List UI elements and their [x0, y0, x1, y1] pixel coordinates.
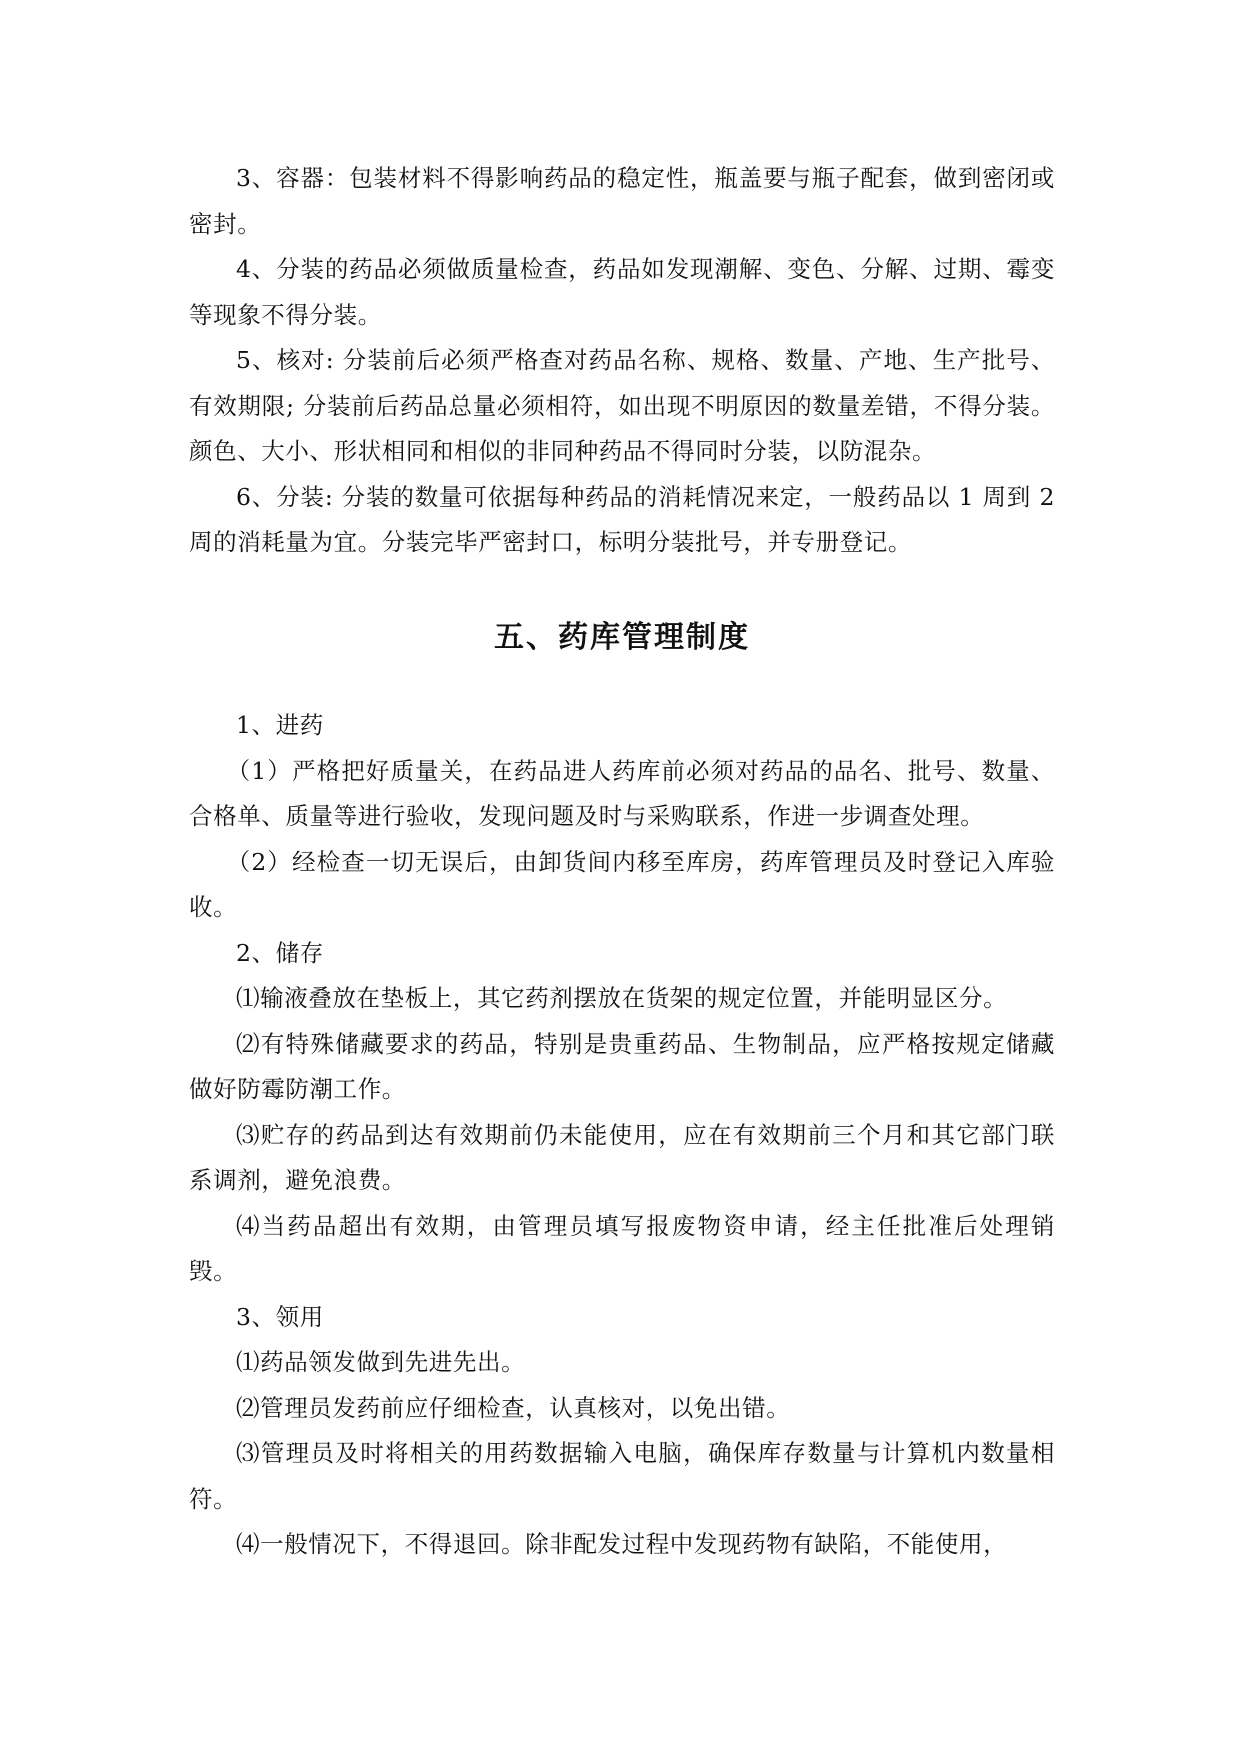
paragraph-quality-check-rule: 4、分装的药品必须做质量检查，药品如发现潮解、变色、分解、过期、霉变等现象不得分装。 [189, 255, 1055, 329]
paragraph-storage-2: ⑵有特殊储藏要求的药品，特别是贵重药品、生物制品，应严格按规定储藏做好防霉防潮工作。 [189, 1029, 1055, 1103]
subheading-intake: 1、进药 [236, 711, 324, 739]
subheading-storage: 2、储存 [236, 938, 324, 967]
paragraph-storage-1: ⑴输液叠放在垫板上，其它药剂摆放在货架的规定位置，并能明显区分。 [236, 984, 1008, 1012]
document-page [189, 0, 1055, 1754]
paragraph-dispensing-2: ⑵管理员发药前应仔细检查，认真核对，以免出错。 [236, 1393, 791, 1422]
paragraph-repackaging-rule: 6、分装: 分装的数量可依据每种药品的消耗情况来定，一般药品以 1 周到 2 周的消耗量为宜。分装完毕严密封口，标明分装批号，并专册登记。 [189, 482, 1055, 556]
subheading-dispensing: 3、领用 [236, 1302, 324, 1331]
paragraph-intake-1: （1）严格把好质量关，在药品进人药库前必须对药品的品名、批号、数量、合格单、质量等进行验收，发现问题及时与采购联系，作进一步调查处理。 [189, 756, 1055, 830]
paragraph-container-rule: 3、容器：包装材料不得影响药品的稳定性，瓶盖要与瓶子配套，做到密闭或密封。 [189, 164, 1055, 238]
pharmacy-warehouse-rules-section [189, 703, 1055, 1568]
section-title: 五、药库管理制度 [494, 620, 750, 655]
paragraph-intake-2: （2）经检查一切无误后，由卸货间内移至库房，药库管理员及时登记入库验收。 [189, 847, 1055, 921]
paragraph-verification-rule: 5、核对: 分装前后必须严格查对药品名称、规格、数量、产地、生产批号、有效期限; 分装前后药品总量必须相符，如出现不明原因的数量差错，不得分装。颜色、大小、形状相同和相似的非同种药品不得同时分装，以防混杂。 [189, 346, 1055, 465]
paragraph-storage-4: ⑷当药品超出有效期，由管理员填写报废物资申请，经主任批准后处理销毁。 [189, 1211, 1055, 1285]
paragraph-dispensing-3: ⑶管理员及时将相关的用药数据输入电脑，确保库存数量与计算机内数量相符。 [189, 1439, 1055, 1513]
paragraph-storage-3: ⑶贮存的药品到达有效期前仍未能使用，应在有效期前三个月和其它部门联系调剂，避免浪费。 [189, 1120, 1055, 1194]
repackaging-rules-section [189, 156, 1055, 566]
paragraph-dispensing-1: ⑴药品领发做到先进先出。 [236, 1348, 526, 1376]
paragraph-dispensing-4: ⑷一般情况下，不得退回。除非配发过程中发现药物有缺陷，不能使用， [236, 1530, 1008, 1558]
